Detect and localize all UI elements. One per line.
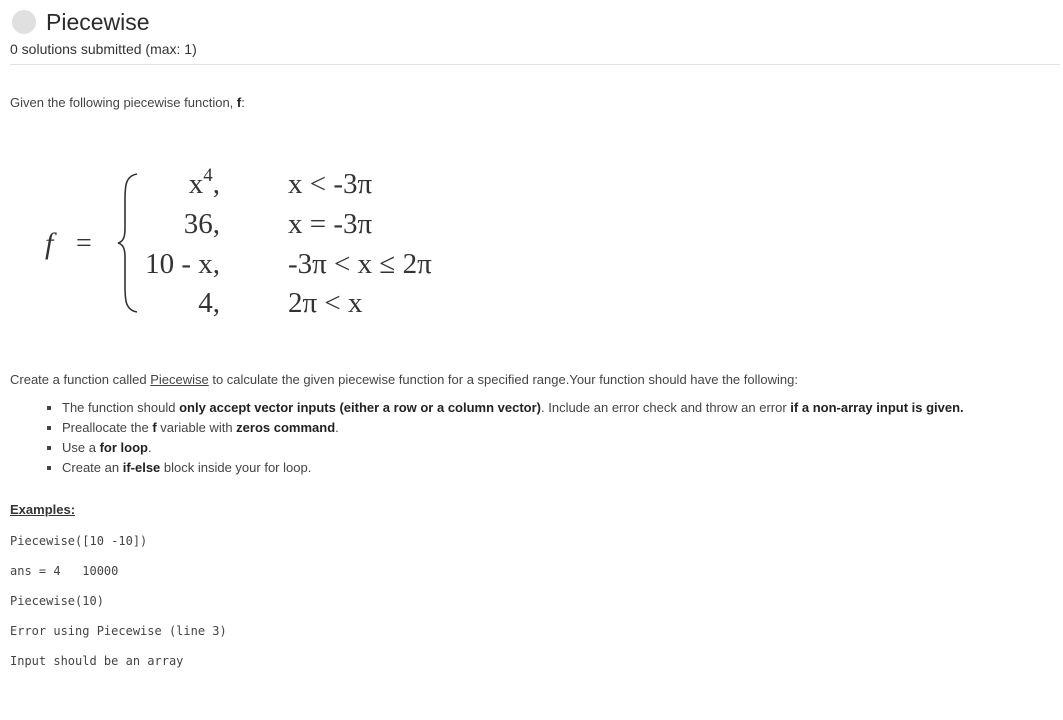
formula-equals: = xyxy=(76,228,92,259)
case-1-exponent: 4 xyxy=(203,165,213,186)
requirements-list xyxy=(45,398,1063,478)
list-item xyxy=(62,418,1063,438)
case-4-condition: 2π < x xyxy=(288,287,363,319)
problem-title: Piecewise xyxy=(46,8,150,35)
req-text: . xyxy=(335,420,339,435)
intro-var: f xyxy=(236,95,242,110)
req-text: . xyxy=(147,440,152,455)
intro-text xyxy=(10,95,245,110)
case-1-expression xyxy=(189,167,220,201)
desc-before: Create a function called xyxy=(10,372,151,387)
case-1-base: x xyxy=(188,168,204,200)
example-line: Error using Piecewise (line 3) xyxy=(10,624,227,638)
req-text: . Include an error check and throw an error xyxy=(541,400,791,415)
req-bold: if a non-array input is given. xyxy=(790,400,964,415)
req-bold: if-else xyxy=(122,460,161,475)
req-text: Preallocate the xyxy=(62,420,153,435)
case-1-condition: x < -3π xyxy=(288,168,373,200)
header-divider xyxy=(10,64,1060,65)
function-name: Piecewise xyxy=(150,372,209,387)
title-row xyxy=(10,8,1060,36)
example-line: Input should be an array xyxy=(10,654,184,668)
desc-after: to calculate the given piecewise function for a specified range.Your function should have the following: xyxy=(208,372,798,387)
example-line: ans = 4 10000 xyxy=(10,564,119,578)
req-text: variable with xyxy=(156,420,237,435)
req-bold: for loop xyxy=(99,440,148,455)
formula-label: f xyxy=(45,227,54,260)
req-bold: zeros command xyxy=(236,420,336,435)
example-line: Piecewise([10 -10]) xyxy=(10,534,148,548)
case-4-expression: 4, xyxy=(198,287,220,319)
left-brace-icon xyxy=(117,173,139,313)
intro-lead: Given the following piecewise function, xyxy=(10,95,237,110)
problem-header xyxy=(10,8,1060,57)
case-2-expression: 36, xyxy=(183,208,220,240)
list-item xyxy=(62,398,1063,418)
req-text: block inside your for loop. xyxy=(160,460,312,475)
example-line: Piecewise(10) xyxy=(10,594,104,608)
case-2-condition: x = -3π xyxy=(288,208,373,240)
examples-heading: Examples: xyxy=(10,502,76,517)
intro-colon: : xyxy=(241,95,245,110)
req-text: The function should xyxy=(62,400,180,415)
req-bold: only accept vector inputs (either a row or a column vector) xyxy=(179,400,541,415)
list-item xyxy=(62,458,1063,478)
list-item xyxy=(62,438,1063,458)
case-3-expression: 10 - x, xyxy=(145,248,220,280)
piecewise-formula xyxy=(45,165,565,325)
case-3-condition: -3π < x ≤ 2π xyxy=(288,248,432,280)
case-1-comma: , xyxy=(212,168,220,200)
submission-count: 0 solutions submitted (max: 1) xyxy=(10,41,197,57)
req-bold: f xyxy=(152,420,157,435)
task-description xyxy=(10,372,798,387)
status-circle-icon xyxy=(12,10,36,34)
req-text: Create an xyxy=(62,460,123,475)
req-text: Use a xyxy=(62,440,100,455)
